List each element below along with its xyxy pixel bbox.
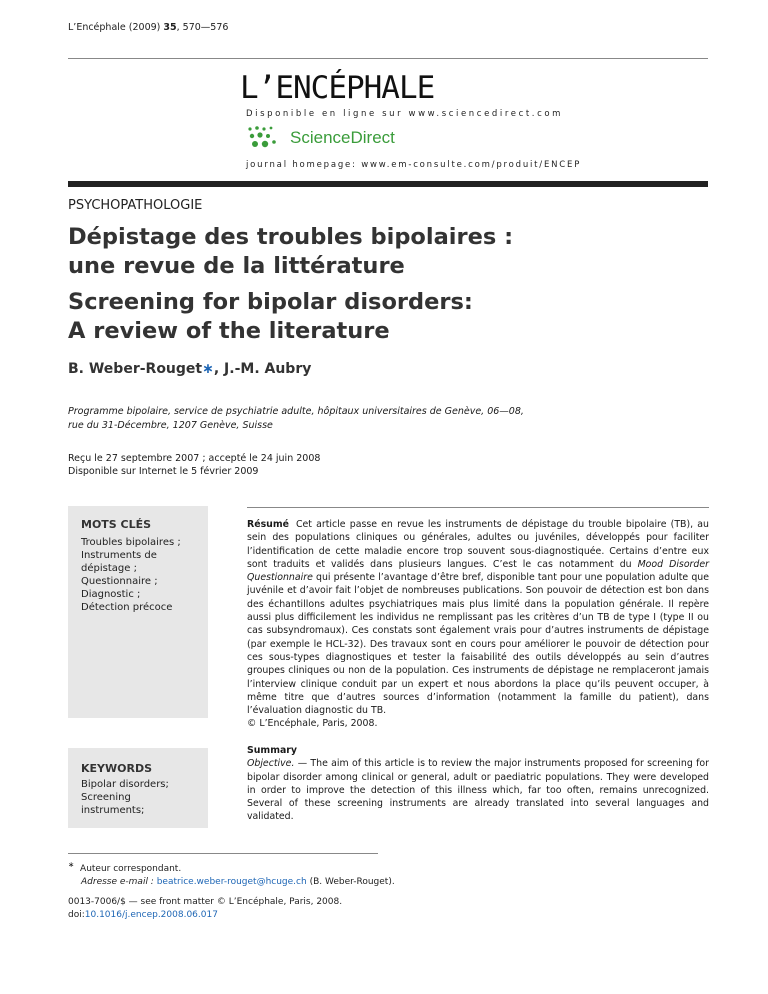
keywords-list: [81, 536, 203, 614]
doi-link[interactable]: 10.1016/j.encep.2008.06.017: [84, 910, 218, 920]
keyword-item: Diagnostic ;: [81, 589, 141, 600]
article-dates: Reçu le 27 septembre 2007 ; accepté le 24 juin 2008 Disponible sur Internet le 5 février 2009: [68, 453, 321, 477]
author-list: B. Weber-Rouget∗, J.-M. Aubry: [68, 361, 312, 377]
author-name: B. Weber-Rouget: [68, 361, 203, 377]
keyword-item: Troubles bipolaires ;: [81, 537, 181, 548]
keyword-item: Instruments de: [81, 550, 157, 561]
keyword-item: Questionnaire ;: [81, 576, 158, 587]
copyright-line: © L’Encéphale, Paris, 2008.: [247, 718, 378, 730]
sciencedirect-logo[interactable]: [246, 125, 395, 151]
bottom-info: 0013-7006/$ — see front matter © L’Encéphale, Paris, 2008. doi:10.1016/j.encep.2008.06.017: [68, 897, 343, 920]
corresponding-author-link[interactable]: ∗: [202, 361, 214, 377]
keyword-item: Bipolar disorders;: [81, 779, 169, 790]
journal-logo: L’ENCÉPHALE: [240, 70, 435, 106]
abstract-french: Résumé Cet article passe en revue les instruments de dépistage du trouble bipolaire (TB), au sein des populations cliniques ou générales, adultes ou juvéniles, développés pour faciliter l’identification de cette maladie encore trop souvent sous-diagnostiquée. Certains d’entre eux sont traduits et validés dans plusieurs langues. C’est le cas notamment du Mood Disorder Questionnaire qui présente l’avantage d’être bref, disponible tant pour une population adulte que juvénile et d’avoir fait l’objet de nombreuses publications. Son pouvoir de détection est bon dans des échantillons adultes psychiatriques mais plus limité dans la population générale. Il repère aussi plus difficilement les individus ne remplissant pas les critères d’un TB de type I (type II ou cas subsyndromaux). Ces constats sont également vrais pour d’autres instruments de dépistage (par exemple le HCL-32). Des travaux sont en cours pour améliorer le pouvoir de détection pour ces sous-types diagnostiques et tester la faisabilité des outils développés au sein d’autres groupes cliniques ou non de la population. Ces instruments de dépistage ne remplaceront jamais l’interview clinique conduit par un expert et nous abordons la place qu’ils peuvent occuper, à même titre que d’autres sources d’information (notamment la famille du patient), dans l’évaluation diagnostic du TB. © L’Encéphale, Paris, 2008.: [247, 519, 709, 730]
keyword-item: dépistage ;: [81, 563, 137, 574]
keywords-heading: KEYWORDS: [81, 762, 153, 775]
summary-english: Summary Objective. — The aim of this article is to review the major instruments proposed for screening for bipolar disorder among clinical or general, adult or paediatric populations. They were developed in order to improve the detection of this illness which, far too often, remains unrecognized. Several of these screening instruments are already translated into several languages and validated.: [247, 745, 709, 823]
sciencedirect-wordmark: ScienceDirect: [290, 128, 395, 147]
availability-tagline: Disponible en ligne sur www.sciencedirect.com: [246, 109, 564, 119]
keyword-item: Détection précoce: [81, 602, 173, 613]
keywords-french-box: [68, 506, 208, 718]
email-link[interactable]: beatrice.weber-rouget@hcuge.ch: [156, 877, 307, 887]
keywords-english-box: [68, 748, 208, 828]
affiliation: Programme bipolaire, service de psychiatrie adulte, hôpitaux universitaires de Genève, 06—08, rue du 31-Décembre, 1207 Genève, Suisse: [68, 406, 524, 431]
sciencedirect-dots-icon: [246, 125, 282, 151]
abstract-label: Résumé: [247, 519, 289, 530]
footnote-rule: [68, 853, 378, 854]
abstract-rule: [247, 507, 709, 508]
issn-line: 0013-7006/$ — see front matter © L’Encéphale, Paris, 2008.: [68, 897, 343, 907]
footnote: ∗ Auteur correspondant. Adresse e-mail : beatrice.weber-rouget@hcuge.ch (B. Weber-Rouget).: [68, 860, 395, 887]
journal-citation: L’Encéphale (2009) 35, 570—576: [68, 22, 229, 33]
keyword-item: instruments;: [81, 805, 145, 816]
title-french: Dépistage des troubles bipolaires : une revue de la littérature: [68, 224, 514, 279]
summary-label: Summary: [247, 745, 298, 756]
section-label: PSYCHOPATHOLOGIE: [68, 198, 203, 213]
title-english: Screening for bipolar disorders: A review of the literature: [68, 289, 473, 344]
keywords-list: [81, 778, 203, 817]
journal-homepage: journal homepage: www.em-consulte.com/produit/ENCEP: [246, 160, 582, 170]
header-rule: [68, 58, 708, 59]
author-name: J.-M. Aubry: [224, 361, 312, 377]
header-thick-rule: [68, 181, 708, 187]
keyword-item: Screening: [81, 792, 131, 803]
keywords-heading: MOTS CLÉS: [81, 518, 152, 531]
